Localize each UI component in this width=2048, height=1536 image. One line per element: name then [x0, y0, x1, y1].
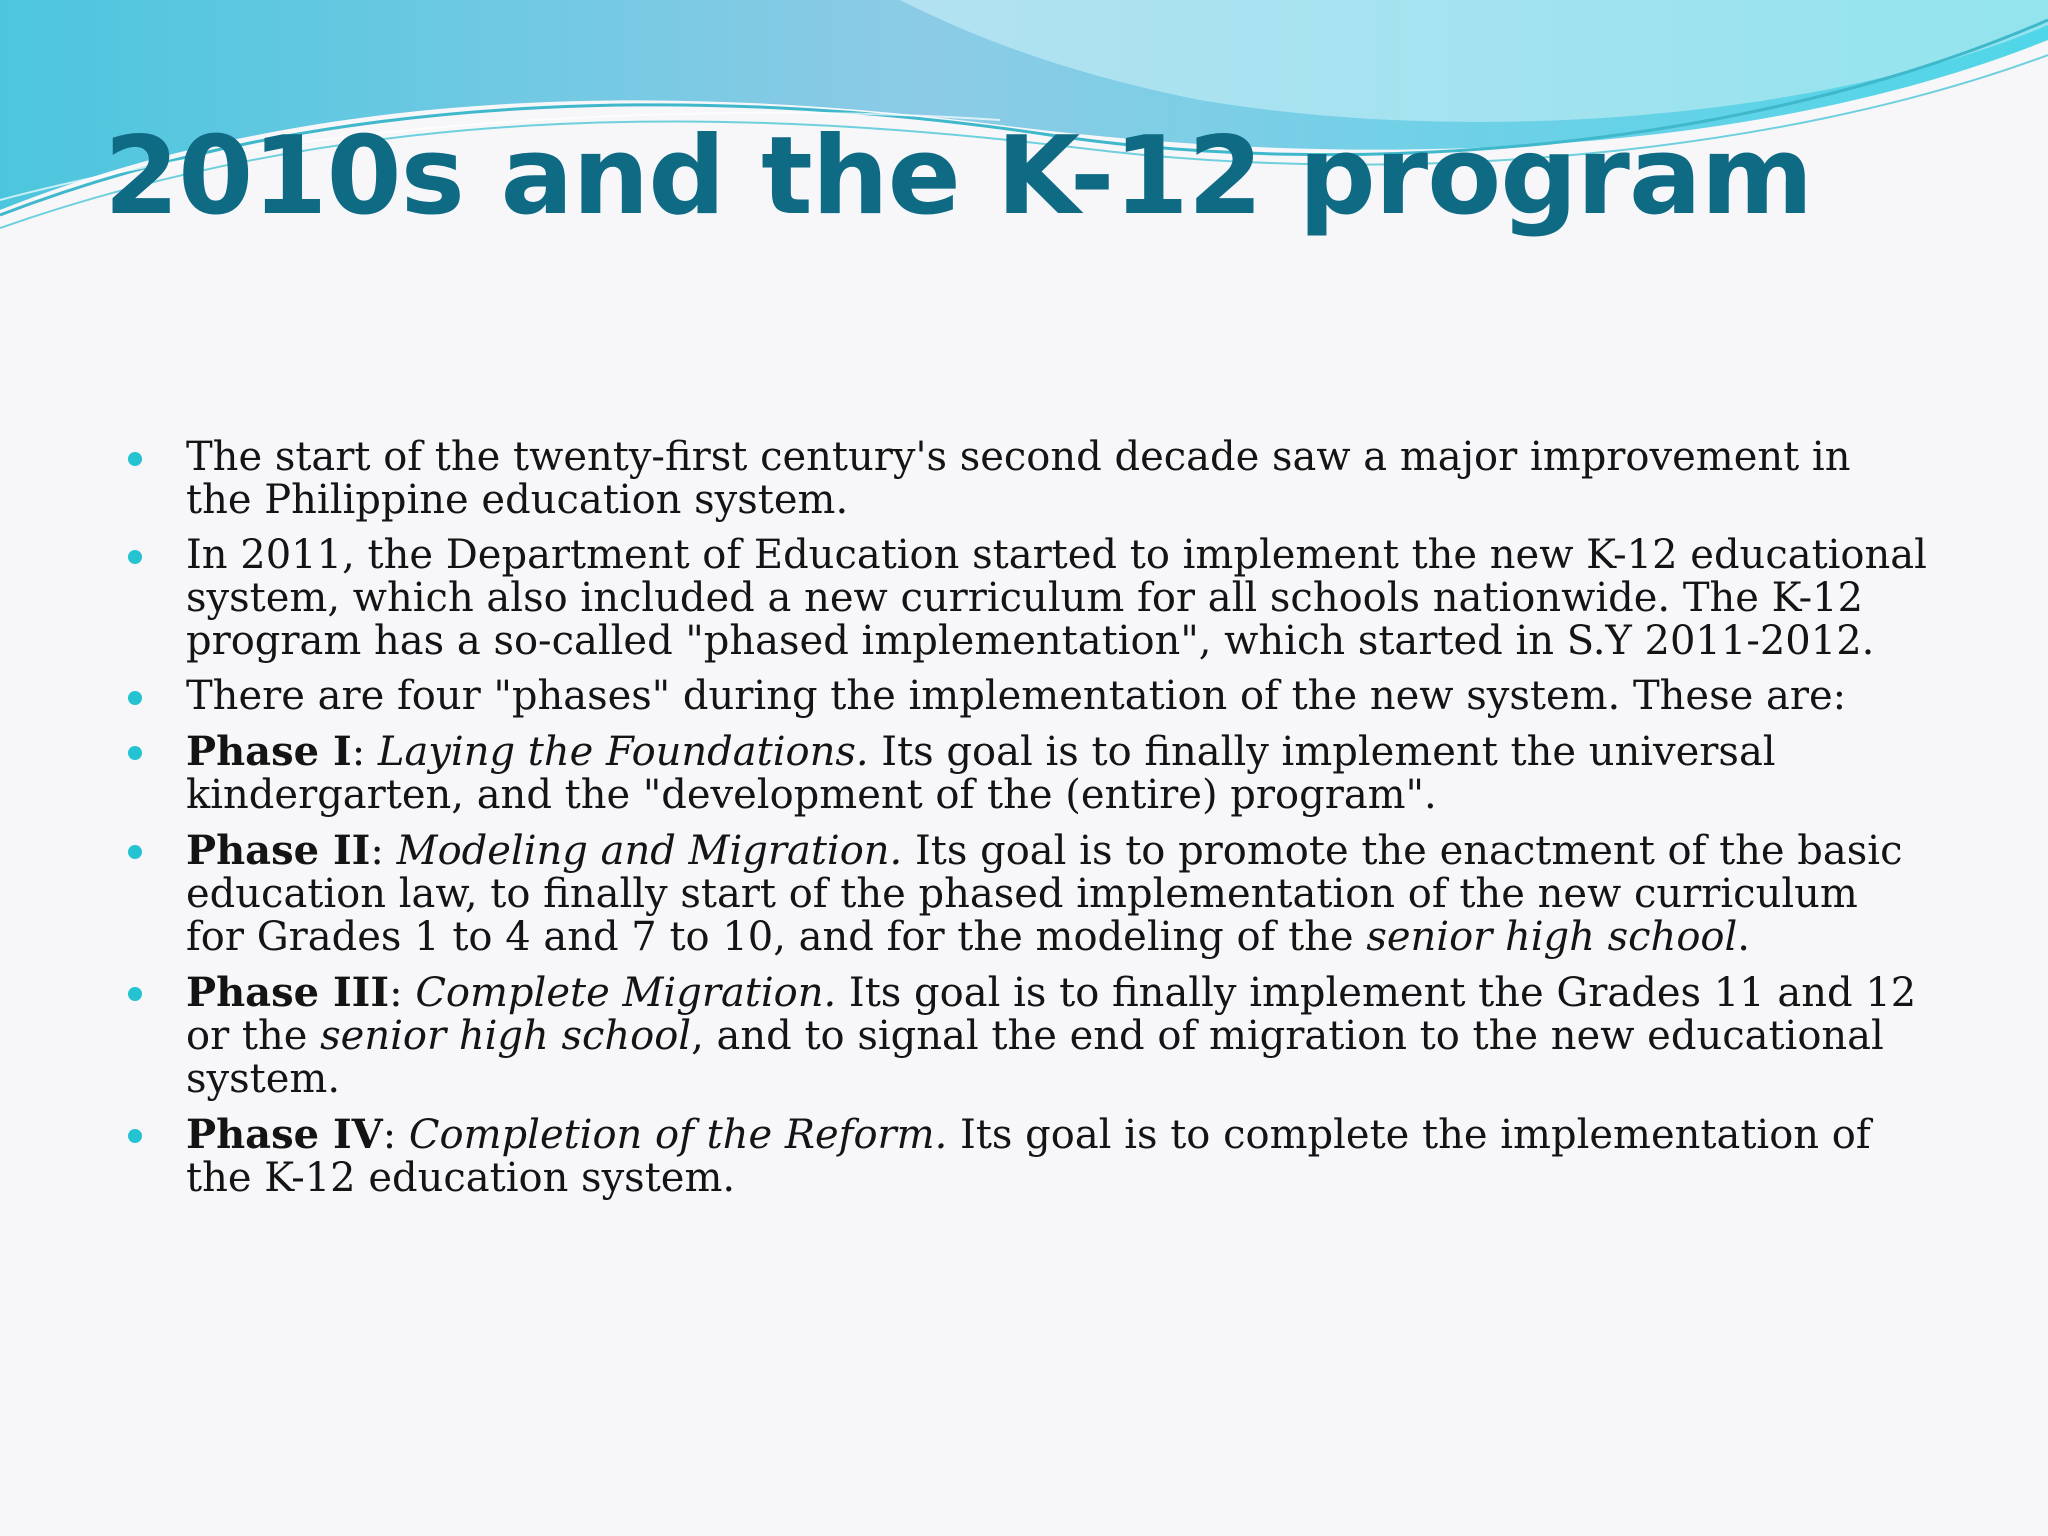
bullet-dot-icon — [128, 550, 142, 564]
phase-colon: : — [370, 828, 397, 874]
phase-subtitle: Complete Migration. — [415, 970, 837, 1016]
phase-tail: , and to signal the end of migration to the new educational system. — [186, 1013, 1884, 1102]
phase-text: Its goal is to complete the implementation of the K-12 education system. — [186, 1112, 1871, 1201]
bullet-item-phase-4 — [128, 1113, 1928, 1200]
phase-emphasis: senior high school — [1366, 914, 1738, 960]
bullet-item — [128, 675, 1928, 718]
bullet-dot-icon — [128, 987, 142, 1001]
bullet-list — [128, 436, 1928, 1212]
phase-text: Its goal is to finally implement the Grades 11 and 12 or the — [186, 970, 1917, 1059]
phase-colon: : — [351, 729, 378, 775]
phase-emphasis: senior high school — [320, 1013, 692, 1059]
slide-title: 2010s and the K-12 program — [104, 114, 1813, 239]
bullet-dot-icon — [128, 452, 142, 466]
phase-subtitle: Completion of the Reform. — [408, 1112, 948, 1158]
bullet-item-phase-3 — [128, 971, 1928, 1101]
phase-subtitle: Laying the Foundations. — [377, 729, 869, 775]
bullet-text: The start of the twenty-first century's second decade saw a major improvement in the Philippine education system. — [186, 434, 1851, 523]
bullet-text: In 2011, the Department of Education started to implement the new K-12 educational system, which also included a new curriculum for all schools nationwide. The K-12 program has a so-called "phased implementation", which started in S.Y 2011-2012. — [186, 532, 1927, 664]
bullet-text: There are four "phases" during the implementation of the new system. These are: — [186, 673, 1847, 719]
phase-colon: : — [382, 1112, 409, 1158]
phase-label: Phase IV — [186, 1111, 383, 1158]
bullet-item-phase-2 — [128, 829, 1928, 959]
bullet-dot-icon — [128, 845, 142, 859]
bullet-item — [128, 534, 1928, 663]
bullet-item-phase-1 — [128, 730, 1928, 817]
phase-text: Its goal is to finally implement the universal kindergarten, and the "development of the (entire) program". — [186, 729, 1776, 818]
phase-text: Its goal is to promote the enactment of the basic education law, to finally start of the phased implementation of the new curriculum for Grades 1 to 4 and 7 to 10, and for the modeling of the — [186, 828, 1903, 960]
phase-label: Phase I — [186, 728, 352, 775]
phase-tail: . — [1737, 914, 1750, 960]
bullet-dot-icon — [128, 746, 142, 760]
phase-subtitle: Modeling and Migration. — [396, 828, 903, 874]
phase-colon: : — [389, 970, 416, 1016]
phase-label: Phase II — [186, 827, 371, 874]
bullet-item — [128, 436, 1928, 522]
bullet-dot-icon — [128, 1129, 142, 1143]
phase-label: Phase III — [186, 969, 390, 1016]
bullet-dot-icon — [128, 691, 142, 705]
